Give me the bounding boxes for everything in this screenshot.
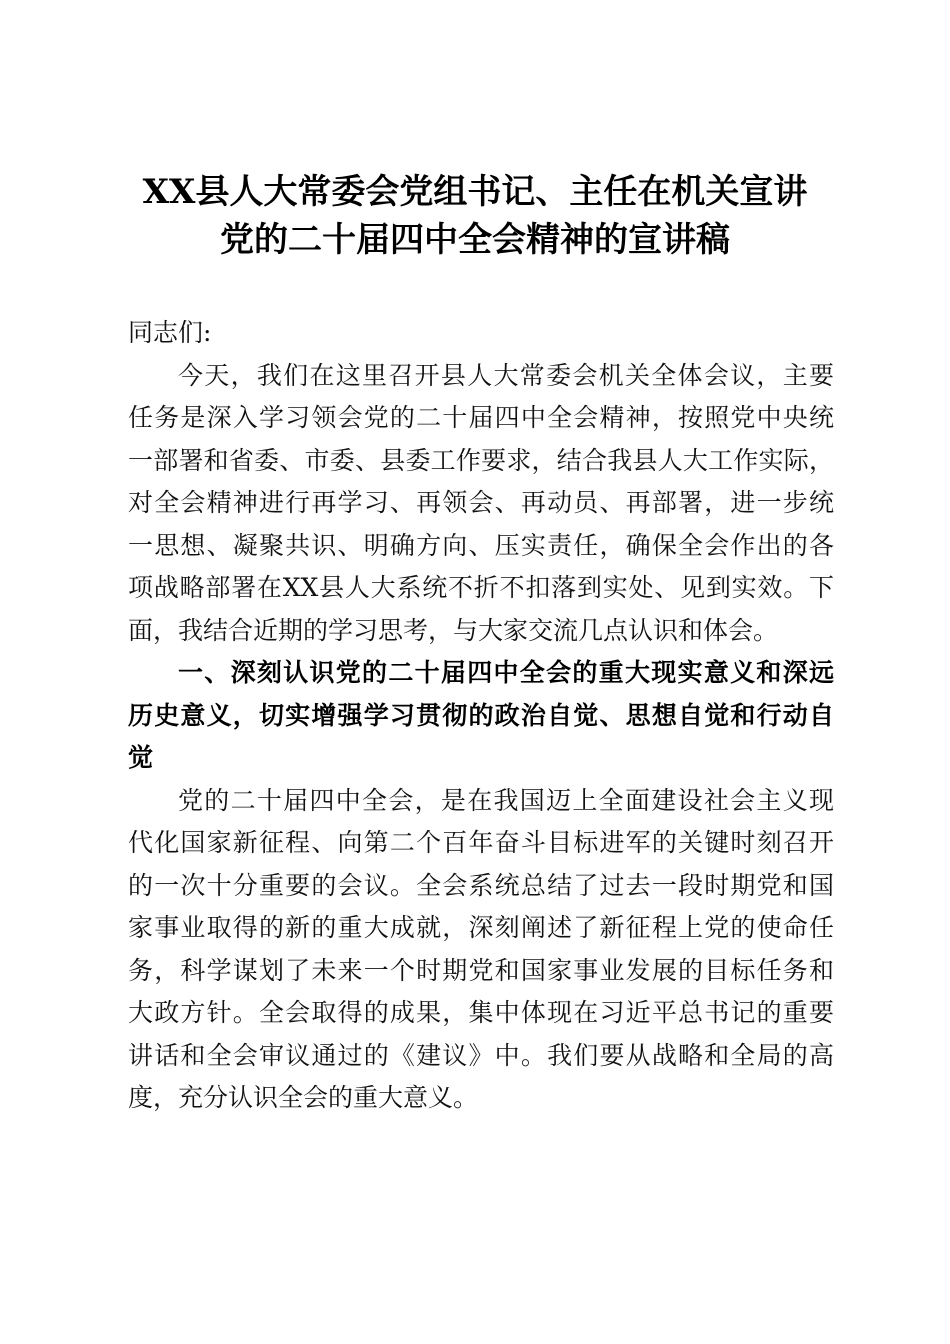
heading-line: 觉 xyxy=(128,743,154,772)
paragraph-line: 务，科学谋划了未来一个时期党和国家事业发展的目标任务和 xyxy=(128,955,834,985)
paragraph-line: 今天，我们在这里召开县人大常委会机关全体会议，主要 xyxy=(178,360,834,390)
salutation: 同志们: xyxy=(128,318,212,347)
paragraph-intro xyxy=(128,355,834,653)
title-line-1: XX县人大常委会党组书记、主任在机关宣讲 xyxy=(142,172,808,212)
section-heading-1 xyxy=(128,652,834,780)
paragraph-line: 大政方针。全会取得的成果，集中体现在习近平总书记的重要 xyxy=(128,998,834,1027)
title-line-2: 党的二十届四中全会精神的宣讲稿 xyxy=(220,220,730,260)
paragraph-line: 一部署和省委、市委、县委工作要求，结合我县人大工作实际， xyxy=(128,445,834,475)
paragraph-line: 党的二十届四中全会，是在我国迈上全面建设社会主义现 xyxy=(178,785,834,815)
paragraph-line: 任务是深入学习领会党的二十届四中全会精神，按照党中央统 xyxy=(128,403,834,432)
paragraph-line: 家事业取得的新的重大成就，深刻阐述了新征程上党的使命任 xyxy=(128,913,834,942)
paragraph-section-1 xyxy=(128,780,834,1120)
paragraph-line: 一思想、凝聚共识、明确方向、压实责任，确保全会作出的各 xyxy=(128,530,834,560)
paragraph-line: 度，充分认识全会的重大意义。 xyxy=(128,1083,479,1112)
paragraph-line: 项战略部署在XX县人大系统不折不扣落到实处、见到实效。下 xyxy=(128,573,834,602)
paragraph-line: 代化国家新征程、向第二个百年奋斗目标进军的关键时刻召开 xyxy=(128,828,834,857)
paragraph-line: 讲话和全会审议通过的《建议》中。我们要从战略和全局的高 xyxy=(128,1040,834,1070)
document-body xyxy=(128,312,834,1120)
paragraph-line: 对全会精神进行再学习、再领会、再动员、再部署，进一步统 xyxy=(128,488,834,517)
document-title xyxy=(100,168,850,264)
paragraph-line: 面，我结合近期的学习思考，与大家交流几点认识和体会。 xyxy=(128,615,779,645)
paragraph-line: 的一次十分重要的会议。全会系统总结了过去一段时期党和国 xyxy=(128,870,834,900)
heading-line: 一、深刻认识党的二十届四中全会的重大现实意义和深远 xyxy=(178,658,834,687)
heading-line: 历史意义，切实增强学习贯彻的政治自觉、思想自觉和行动自 xyxy=(128,700,834,730)
